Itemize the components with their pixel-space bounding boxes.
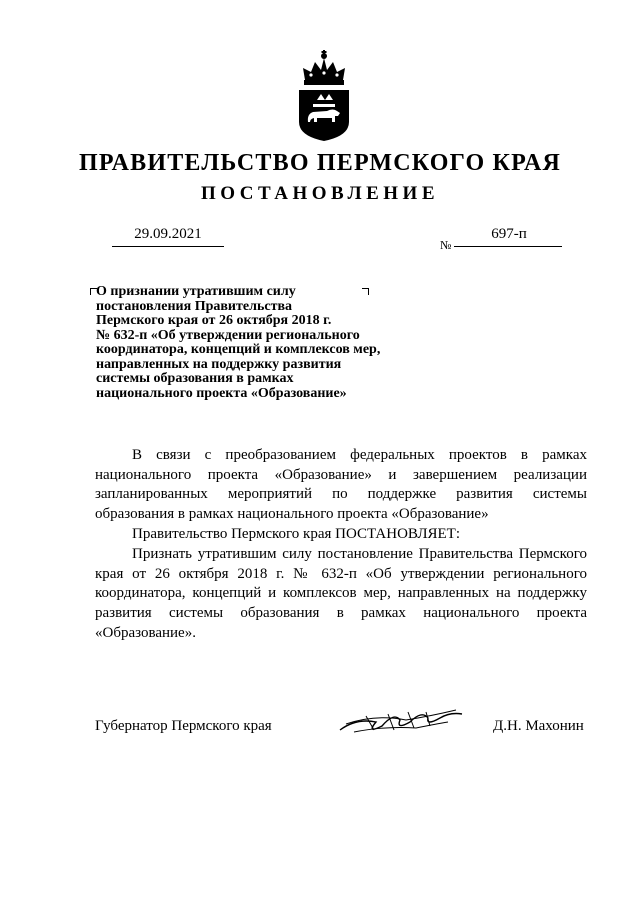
body-line: национального проекта «Образование» и завершением реализации — [95, 466, 587, 483]
subject-line: координатора, концепций и комплексов мер, — [96, 342, 381, 357]
body-line: «Образование». — [95, 624, 196, 641]
document-date: 29.09.2021 — [134, 226, 202, 242]
document-date-field — [112, 226, 224, 247]
body-line: запланированных мероприятий по поддержке развития системы — [95, 486, 587, 503]
subject-line: постановления Правительства — [96, 298, 292, 314]
signatory-name: Д.Н. Махонин — [493, 718, 584, 734]
number-underline — [454, 246, 562, 247]
signatory-position: Губернатор Пермского края — [95, 718, 272, 734]
subject-line: направленных на поддержку развития — [96, 356, 342, 372]
subject-line: системы образования в рамках — [96, 371, 294, 386]
document-type: ПОСТАНОВЛЕНИЕ — [200, 183, 440, 204]
date-underline — [112, 246, 224, 247]
body-line: координатора, концепций и комплексов мер, направленных на поддержку — [95, 585, 587, 602]
number-sign: № — [440, 238, 452, 252]
body-line: края от 26 октября 2018 г. № 632-п «Об утверждении регионального — [95, 565, 587, 582]
body-paragraph-resolves — [95, 525, 587, 545]
perm-krai-coat-of-arms-icon — [293, 50, 355, 142]
body-paragraph-preamble — [95, 446, 587, 525]
body-line: развития системы образования в рамках национального проекта — [95, 605, 587, 622]
body-paragraph-decision — [95, 545, 587, 644]
subject-line: № 632-п «Об утверждении регионального — [96, 327, 360, 343]
organization-title: ПРАВИТЕЛЬСТВО ПЕРМСКОГО КРАЯ — [78, 150, 562, 176]
body-line: образования в рамках национального проекта «Образование» — [95, 506, 489, 523]
body-line: В связи с преобразованием федеральных проектов в рамках — [132, 447, 587, 463]
body-line: Признать утратившим силу постановление Правительства Пермского — [132, 546, 587, 562]
handwritten-signature-icon — [336, 700, 466, 740]
document-subject — [96, 285, 396, 401]
subject-line: О признании утратившим силу — [96, 284, 296, 299]
body-line: Правительство Пермского края ПОСТАНОВЛЯЕТ: — [132, 526, 461, 542]
subject-line: национального проекта «Образование» — [96, 385, 347, 401]
document-number: 697-п — [491, 226, 527, 242]
subject-line: Пермского края от 26 октября 2018 г. — [96, 313, 332, 328]
document-number-field — [440, 226, 562, 252]
